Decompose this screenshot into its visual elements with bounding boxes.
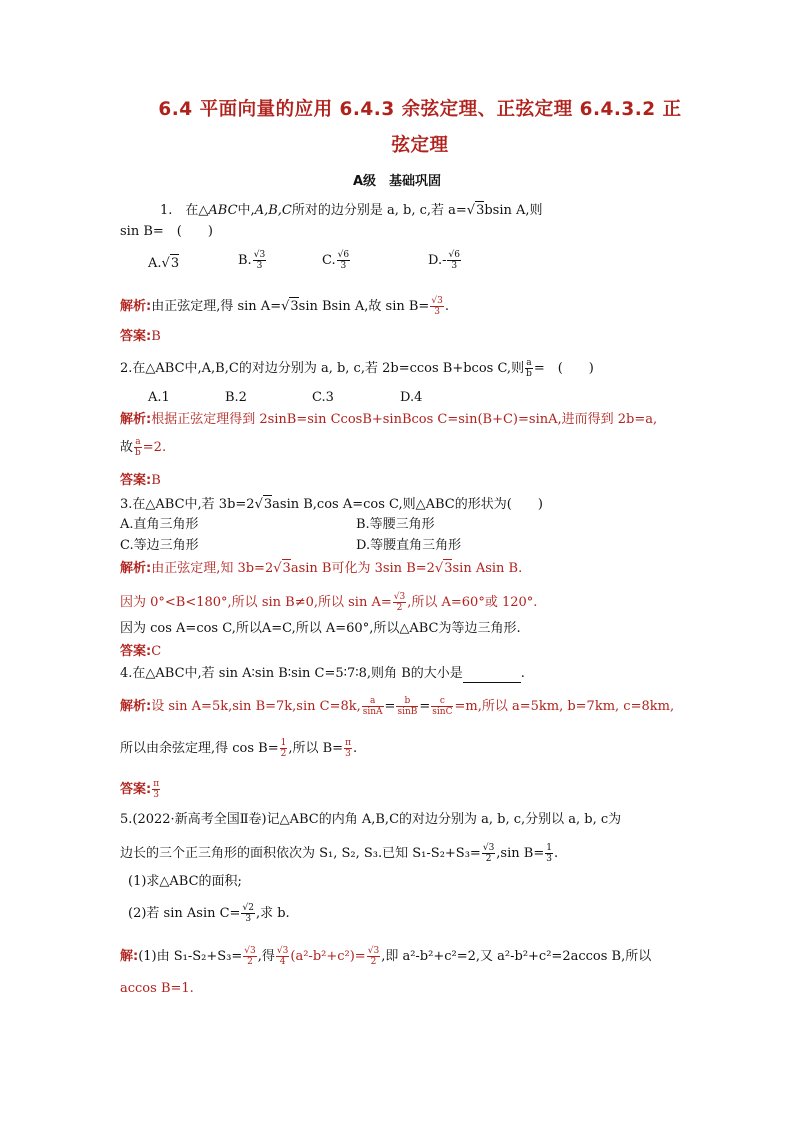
q5-solution-2: accos B=1. bbox=[120, 981, 194, 996]
q1-stem: 1. 在△ABC中,A,B,C所对的边分别是 a, b, c,若 a=√ 3bsin A,则 bbox=[160, 201, 543, 220]
q1-option-a[interactable]: A.√ 3 bbox=[148, 254, 179, 273]
page-title: 6.4 平面向量的应用 6.4.3 余弦定理、正弦定理 6.4.3.2 正弦定理 bbox=[158, 99, 682, 156]
q5-stem-2: 边长的三个正三角形的面积依次为 S₁, S₂, S₃.已知 S₁-S₂+S₃= √ $\frac{3}{2}$ ,sin B= $\frac{1}{3}$ . bbox=[120, 843, 558, 864]
q3-option-d[interactable]: D.等腰直角三角形 bbox=[356, 538, 462, 553]
q4-analysis: 解析:设 sin A=5k,sin B=7k,sin C=8k, $\frac{a}{\sin A}$ = $\frac{b}{\sin B}$ = $\frac{c}{\sin C}$ =m,所以 a=5km, b=7km, c=8km, bbox=[120, 696, 675, 717]
section-heading: A级 基础巩固 bbox=[352, 174, 442, 189]
q2-option-d[interactable]: D.4 bbox=[400, 390, 423, 405]
q1-answer: 答案:B bbox=[120, 329, 161, 344]
q3-analysis-2: 因为 0°<B<180°,所以 sin B≠0,所以 sin A= √ $\frac{3}{2}$ ,所以 A=60°或 120°. bbox=[120, 592, 537, 613]
q5-part-1: (1)求△ABC的面积; bbox=[128, 874, 242, 889]
q3-option-a[interactable]: A.直角三角形 bbox=[120, 517, 199, 532]
q2-analysis: 解析:根据正弦定理得到 2sinB=sin CcosB+sinBcos C=sin(B+C)=sinA,进而得到 2b=a, bbox=[120, 412, 658, 427]
q5-stem-1: 5.(2022·新高考全国Ⅱ卷)记△ABC的内角 A,B,C的对边分别为 a, b, c,分别以 a, b, c为 bbox=[120, 812, 622, 827]
q2-option-b[interactable]: B.2 bbox=[225, 390, 247, 405]
q2-option-a[interactable]: A.1 bbox=[148, 390, 170, 405]
q4-answer: 答案: $\frac{\pi}{3}$ bbox=[120, 779, 160, 800]
q1-analysis: 解析:由正弦定理,得 sin A=√ 3sin Bsin A,故 sin B= √ $\frac{3}{3}$ . bbox=[120, 296, 449, 317]
q4-answer-blank[interactable] bbox=[463, 670, 521, 683]
q1-option-d[interactable]: D.- √ $\frac{6}{3}$ bbox=[428, 250, 462, 271]
q3-option-b[interactable]: B.等腰三角形 bbox=[356, 517, 435, 532]
q2-option-c[interactable]: C.3 bbox=[312, 390, 334, 405]
q4-stem: 4.在△ABC中,若 sin A∶sin B∶sin C=5∶7∶8,则角 B的大小是 . bbox=[120, 666, 525, 681]
q1-option-b[interactable]: B. √ $\frac{3}{3}$ bbox=[238, 250, 267, 271]
q3-stem: 3.在△ABC中,若 3b=2√ 3asin B,cos A=cos C,则△ABC的形状为( ) bbox=[120, 495, 543, 514]
q1-option-c[interactable]: C. √ $\frac{6}{3}$ bbox=[322, 250, 351, 271]
q3-analysis-3: 因为 cos A=cos C,所以A=C,所以 A=60°,所以△ABC为等边三角形. bbox=[120, 621, 521, 636]
q2-analysis-2: 故 $\frac{a}{b}$ =2. bbox=[120, 437, 167, 458]
q5-part-2: (2)若 sin Asin C= √ $\frac{2}{3}$ ,求 b. bbox=[128, 903, 290, 924]
q1-stem-2: sin B= ( ) bbox=[120, 224, 213, 239]
q2-stem: 2.在△ABC中,A,B,C的对边分别为 a, b, c,若 2b=ccos B+bcos C,则 $\frac{a}{b}$ = ( ) bbox=[120, 358, 594, 379]
q3-answer: 答案:C bbox=[120, 644, 162, 659]
q5-solution: 解:(1)由 S₁-S₂+S₃= √ $\frac{3}{2}$ ,得 √ $\frac{3}{4}$ (a²-b²+c²)= √ $\frac{3}{2}$ ,即 a²-b²+c²=2,又 a²-b²+c²=2accos B,所以 bbox=[120, 946, 651, 967]
q4-analysis-2: 所以由余弦定理,得 cos B= $\frac{1}{2}$ ,所以 B= $\frac{\pi}{3}$ . bbox=[120, 738, 358, 759]
q3-analysis: 解析:由正弦定理,知 3b=2√ 3asin B可化为 3sin B=2√ 3sin Asin B. bbox=[120, 559, 522, 578]
q2-answer: 答案:B bbox=[120, 473, 161, 488]
q3-option-c[interactable]: C.等边三角形 bbox=[120, 538, 199, 553]
